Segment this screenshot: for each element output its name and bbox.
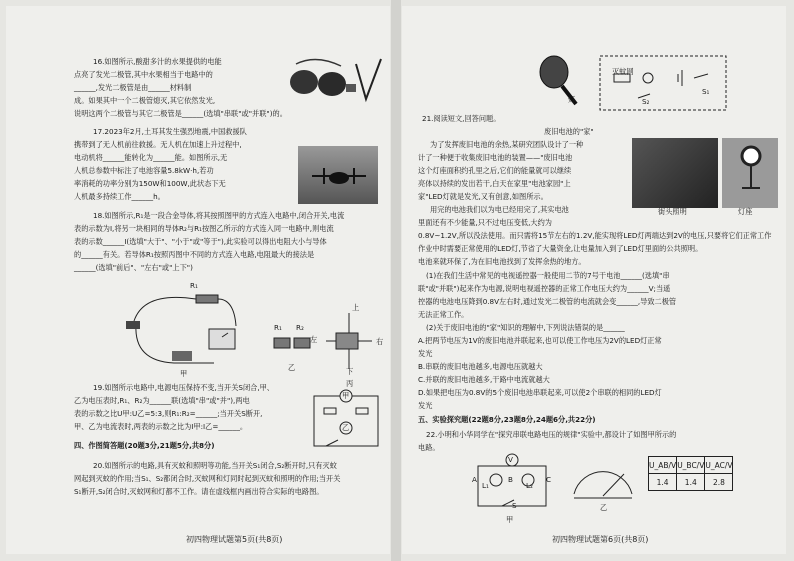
right-line: (1)在我们生活中常见的电视遥控器一般使用二节的7号干电池______(选填"串	[426, 271, 670, 280]
right-line: 废旧电池的"家"	[544, 127, 594, 136]
right-line: 电池来就环保了,为在旧电池找到了发挥余热的地方。	[418, 257, 586, 266]
exam-page-5	[6, 6, 390, 554]
circuit-diagram-18-jia	[124, 281, 244, 376]
street-light-photo	[632, 138, 718, 208]
right-line: 作业中时需要正常使用的LED灯,节省了大量资金,让电量加入到了LED灯里面的公共照明。	[418, 244, 703, 253]
right-line: 亮体以持续的发出若干,白天在家里"电池家园"上	[418, 179, 571, 188]
table-cell-uab: 1.4	[649, 474, 677, 491]
left-line: 人机最多持续工作______h。	[74, 192, 165, 201]
page-gutter	[391, 0, 401, 561]
left-line: 乙为电压表时,R₁、R₂为______联(选填"串"或"并"),两电	[74, 396, 250, 405]
right-line: (2)关于废旧电池的"家"知识的理解中,下列说法错误的是______	[426, 323, 625, 332]
left-line: 表的示数______I(选填"大于"、"小于"或"等于"),此实验可以得出电阻大小与导体	[74, 237, 327, 246]
dashed-circuit-box	[598, 54, 728, 112]
caption-street-light: 街头照明	[658, 207, 687, 216]
label-yi-18: 乙	[288, 363, 296, 372]
caption-lamp: 灯座	[738, 207, 753, 216]
right-line: D.如果把电压为0.8V的5个废旧电池串联起来,可以使2个串联的相同的LED灯	[418, 388, 662, 397]
left-line: 电动机将______能转化为______能。如图所示,无	[74, 153, 228, 162]
voltage-data-table	[648, 456, 733, 491]
right-line: 21.阅读短文,回答问题。	[422, 114, 501, 123]
left-line: 17.2023年2月,土耳其发生强烈地震,中国救援队	[93, 127, 247, 136]
right-line: 用完的电池我们以为电已经用完了,其实电池	[430, 205, 569, 214]
label-s-22: S	[512, 501, 517, 510]
left-line: 携带到了无人机前往救援。无人机在加速上升过程中,	[74, 140, 242, 149]
label-xia: 下	[346, 367, 354, 376]
left-line: 19.如图所示电路中,电源电压保持不变,当开关S闭合,甲、	[93, 383, 274, 392]
label-yi-22: 乙	[600, 503, 608, 512]
left-line: S₁断开,S₂闭合时,灭蚊网和灯都不工作。请在虚线框内画出符合实际的电路图。	[74, 487, 324, 496]
table-header-uab: U_AB/V	[649, 457, 677, 474]
label-b: B	[508, 475, 513, 484]
label-c: C	[546, 475, 552, 484]
right-line: 为了发挥废旧电池的余热,某研究团队设计了一种	[430, 140, 584, 149]
right-line: 0.8V~1.2V,所以没法使用。而只需将15节左右的1.2V,能实现将LED灯两端达到2V的电压,只要将它们正常工作	[418, 231, 772, 240]
right-line: 22.小明和小华同学在"探究串联电路电压的规律"实验中,都设计了如图甲所示的	[426, 430, 677, 439]
exam-page-6	[402, 6, 786, 554]
left-page-footer: 初四物理试题第5页(共8页)	[186, 535, 283, 544]
meter-label-yi: 乙	[342, 423, 350, 432]
left-line: ______,发光二极管是由______材料制	[74, 83, 192, 92]
right-line: 电路。	[418, 443, 440, 452]
label-jia-18: 甲	[180, 369, 188, 378]
right-line: 联"或"并联")起来作为电源,说明电视遥控器的正常工作电压大约为______V;当遥	[418, 284, 671, 293]
label-s2: S₂	[642, 97, 650, 106]
left-line: 18.如图所示,R₁是一段合金导体,将其按照图甲的方式连入电路中,闭合开关,电流	[93, 211, 345, 220]
left-line: 表的示数之比U甲:U乙=5:3,则R₁:R₂=______;当开关S断开,	[74, 409, 263, 418]
label-jia-22: 甲	[506, 515, 514, 524]
label-v-22: V	[508, 455, 513, 464]
right-line: 控器的电池电压降到0.8V左右时,通过发光二极管的电流就会变______,导致二极管	[418, 297, 677, 306]
resistor-block-bing	[324, 311, 374, 371]
right-line: 计了一种便于收集废旧电池的装置——"废旧电池	[418, 153, 573, 162]
label-l1: L₁	[482, 481, 489, 490]
resistor-pair-yi	[274, 334, 314, 354]
left-line: 人机总参数中标注了电池容量5.8kW·h,若功	[74, 166, 214, 175]
right-line: 家"LED灯就是发光,又有创意,如图所示。	[418, 192, 548, 201]
label-r1-yi: R₁	[274, 323, 282, 332]
right-line: 发光	[418, 401, 433, 410]
right-line: 无法正常工作。	[418, 310, 469, 319]
table-cell-uac: 2.8	[705, 474, 733, 491]
drone-icon	[304, 156, 374, 196]
table-header-uac: U_AC/V	[705, 457, 733, 474]
label-mosquito-net: 灭蚊网	[612, 67, 634, 76]
fruit-battery-image	[286, 54, 386, 104]
label-zuo: 左	[310, 335, 318, 344]
right-line: 五、实验探究题(22题8分,23题8分,24题6分,共22分)	[418, 415, 596, 424]
label-r1-jia: R₁	[190, 281, 198, 290]
label-a: A	[472, 475, 477, 484]
left-line: ______(选填"前后"、"左右"或"上下")	[74, 263, 193, 272]
label-l2: L₂	[526, 481, 533, 490]
left-line: 16.如图所示,酸甜多汁的水果提供的电能	[93, 57, 222, 66]
left-line: 点亮了发光二极管,其中水果相当于电路中的	[74, 70, 213, 79]
left-line: 成。如果其中一个二极管熄灭,其它依然发光,	[74, 96, 216, 105]
table-header-ubc: U_BC/V	[677, 457, 705, 474]
left-line: 的______有关。若导体R₁按照丙图中不同的方式连入电路,电阻最大的接法是	[74, 250, 315, 259]
label-deng-top: 灯	[568, 95, 576, 104]
label-bing: 丙	[346, 379, 354, 388]
left-line: 率消耗的功率分别为150W和100W,此状态下无	[74, 179, 226, 188]
left-line: 四、作图简答题(20题3分,21题5分,共8分)	[74, 441, 215, 450]
right-line: 这个灯座面积约孔里之后,它们的能量就可以继续	[418, 166, 572, 175]
label-you: 右	[376, 337, 384, 346]
left-line: 表的示数为I,将另一块相同的导体R₂与R₁按图乙所示的方式连入同一电路中,则电流	[74, 224, 334, 233]
meter-label-jia: 甲	[342, 391, 350, 400]
label-r2-yi: R₂	[296, 323, 304, 332]
label-shang: 上	[352, 303, 360, 312]
voltmeter-dial-yi	[568, 454, 638, 504]
lamp-icon	[736, 144, 766, 194]
right-line: C.并联的废旧电池越多,干路中电流就越大	[418, 375, 550, 384]
right-line: B.串联的废旧电池越多,电源电压就越大	[418, 362, 543, 371]
left-line: 网起到灭蚊的作用;当S₁、S₂都闭合时,灭蚊网和灯同时起到灭蚊和照明的作用;当开关	[74, 474, 341, 483]
right-line: A.把两节电压为1V的废旧电池并联起来,也可以使工作电压为2V的LED灯正常	[418, 336, 662, 345]
left-line: 20.如图所示的电路,具有灭蚊和照明等功能,当开关S₁闭合,S₂断开时,只有灭蚊	[93, 461, 337, 470]
left-line: 甲、乙为电流表时,两表的示数之比为I甲:I乙=______。	[74, 422, 248, 431]
right-line: 里面还有不少能量,只不过电压变低,大约为	[418, 218, 552, 227]
right-page-footer: 初四物理试题第6页(共8页)	[552, 535, 649, 544]
right-line: 发光	[418, 349, 433, 358]
left-line: 说明这两个二极管与其它二极管是______(选填"串联"或"并联")的。	[74, 109, 287, 118]
label-s1: S₁	[702, 87, 710, 96]
table-cell-ubc: 1.4	[677, 474, 705, 491]
